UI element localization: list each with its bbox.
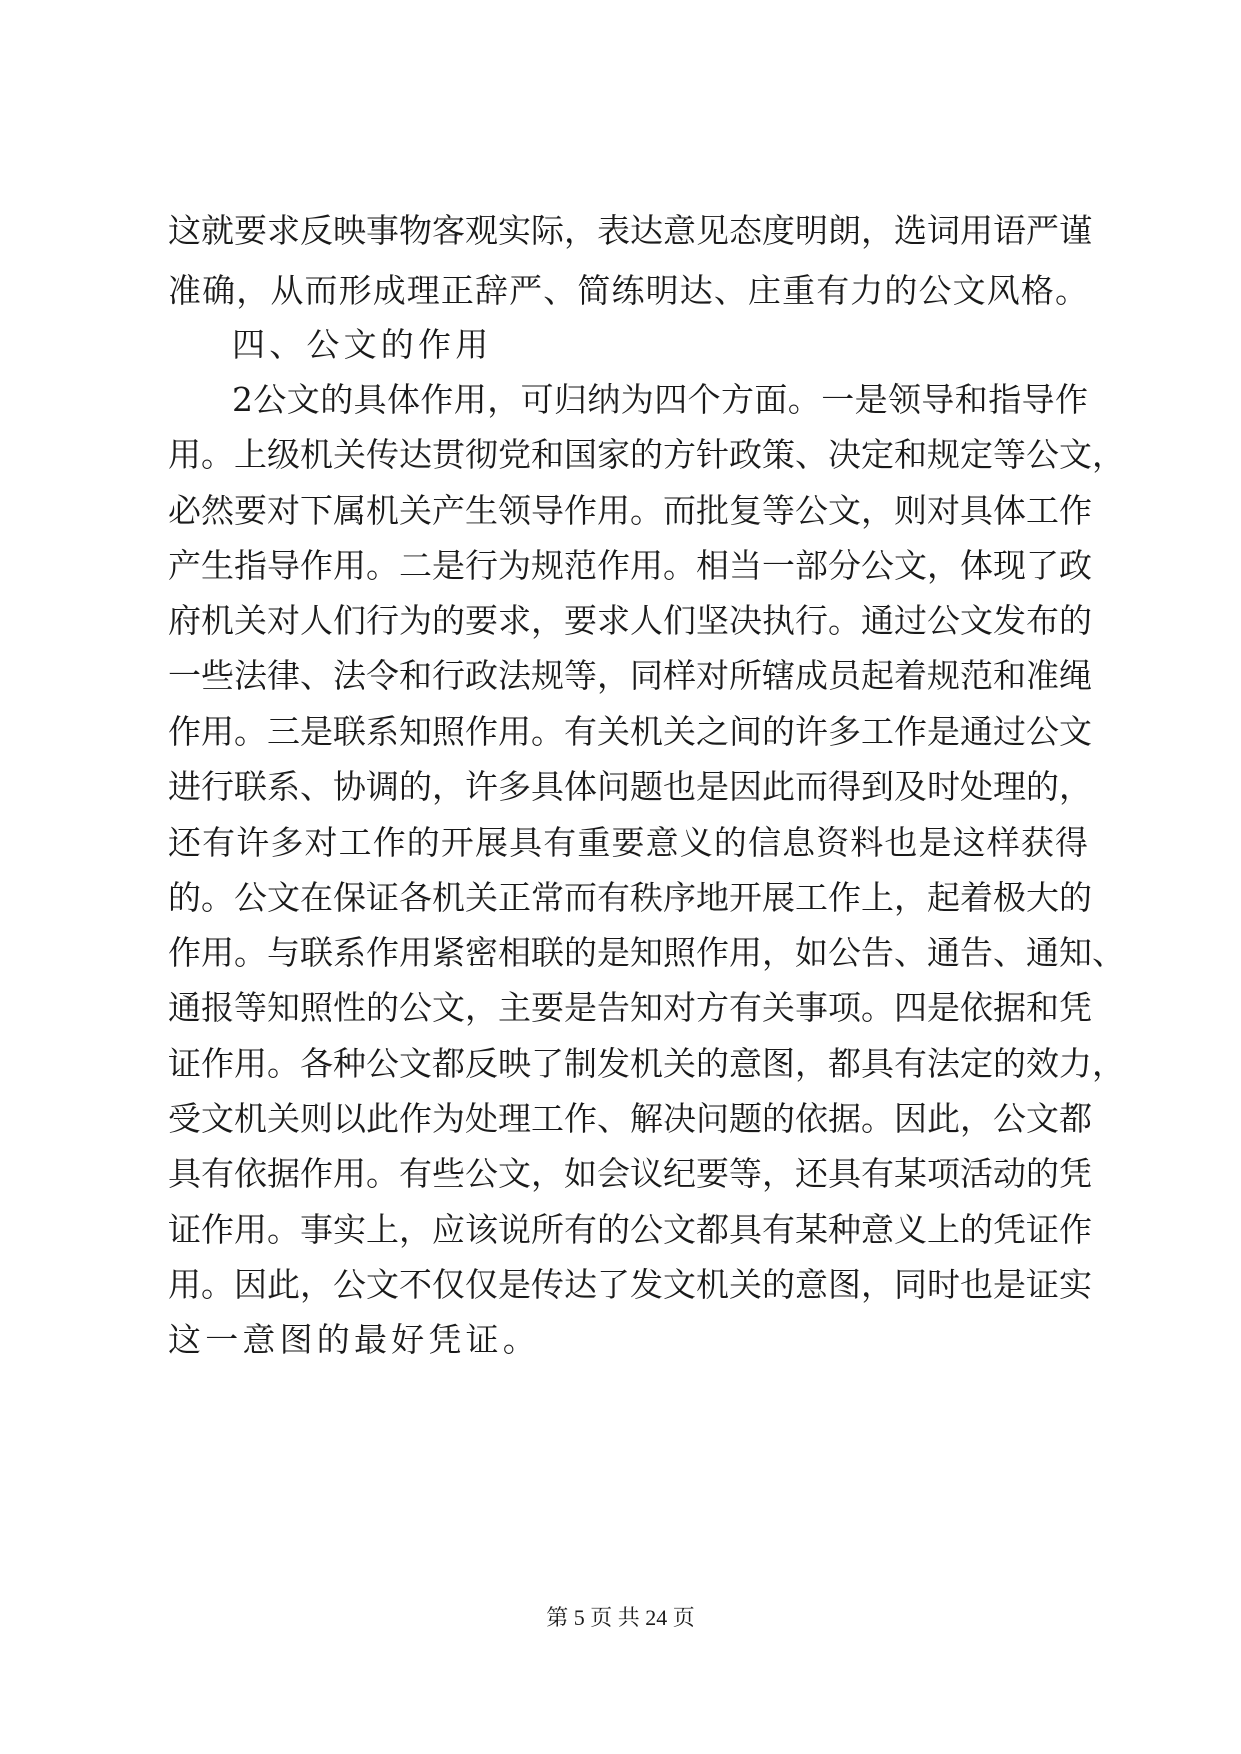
text-line: 一些法律、法令和行政法规等，同样对所辖成员起着规范和准绳: [168, 656, 1092, 695]
text-line: 受文机关则以此作为处理工作、解决问题的依据。因此，公文都: [168, 1099, 1092, 1138]
text-line: 这就要求反映事物客观实际，表达意见态度明朗，选词用语严谨: [168, 211, 1092, 250]
paragraph-first-line: 2公文的具体作用，可归纳为四个方面。一是领导和指导作: [232, 380, 1088, 419]
text-line: 通报等知照性的公文，主要是告知对方有关事项。四是依据和凭: [168, 988, 1092, 1027]
text-line: 产生指导作用。二是行为规范作用。相当一部分公文，体现了政: [168, 546, 1092, 585]
text-line: 准确，从而形成理正辞严、简练明达、庄重有力的公文风格。: [168, 271, 1088, 310]
text-line-last: 这一意图的最好凭证。: [168, 1320, 540, 1359]
text-line: 用。因此，公文不仅仅是传达了发文机关的意图，同时也是证实: [168, 1265, 1092, 1304]
section-heading: 四、公文的作用: [232, 325, 493, 364]
text-line: 还有许多对工作的开展具有重要意义的信息资料也是这样获得: [168, 823, 1088, 862]
text-line: 的。公文在保证各机关正常而有秩序地开展工作上，起着极大的: [168, 878, 1092, 917]
page-number-footer: 第 5 页 共 24 页: [546, 1605, 695, 1630]
text-line: 必然要对下属机关产生领导作用。而批复等公文，则对具体工作: [168, 491, 1092, 530]
text-line: 证作用。事实上，应该说所有的公文都具有某种意义上的凭证作: [168, 1210, 1092, 1249]
text-line: 用。上级机关传达贯彻党和国家的方针政策、决定和规定等公文，: [168, 435, 1125, 474]
text-line: 具有依据作用。有些公文，如会议纪要等，还具有某项活动的凭: [168, 1154, 1092, 1193]
text-line: 作用。与联系作用紧密相联的是知照作用，如公告、通告、通知、: [168, 933, 1125, 972]
text-line: 府机关对人们行为的要求，要求人们坚决执行。通过公文发布的: [168, 601, 1092, 640]
text-line: 证作用。各种公文都反映了制发机关的意图，都具有法定的效力，: [168, 1044, 1125, 1083]
text-line: 作用。三是联系知照作用。有关机关之间的许多工作是通过公文: [168, 712, 1092, 751]
text-line: 进行联系、协调的，许多具体问题也是因此而得到及时处理的，: [168, 767, 1092, 806]
